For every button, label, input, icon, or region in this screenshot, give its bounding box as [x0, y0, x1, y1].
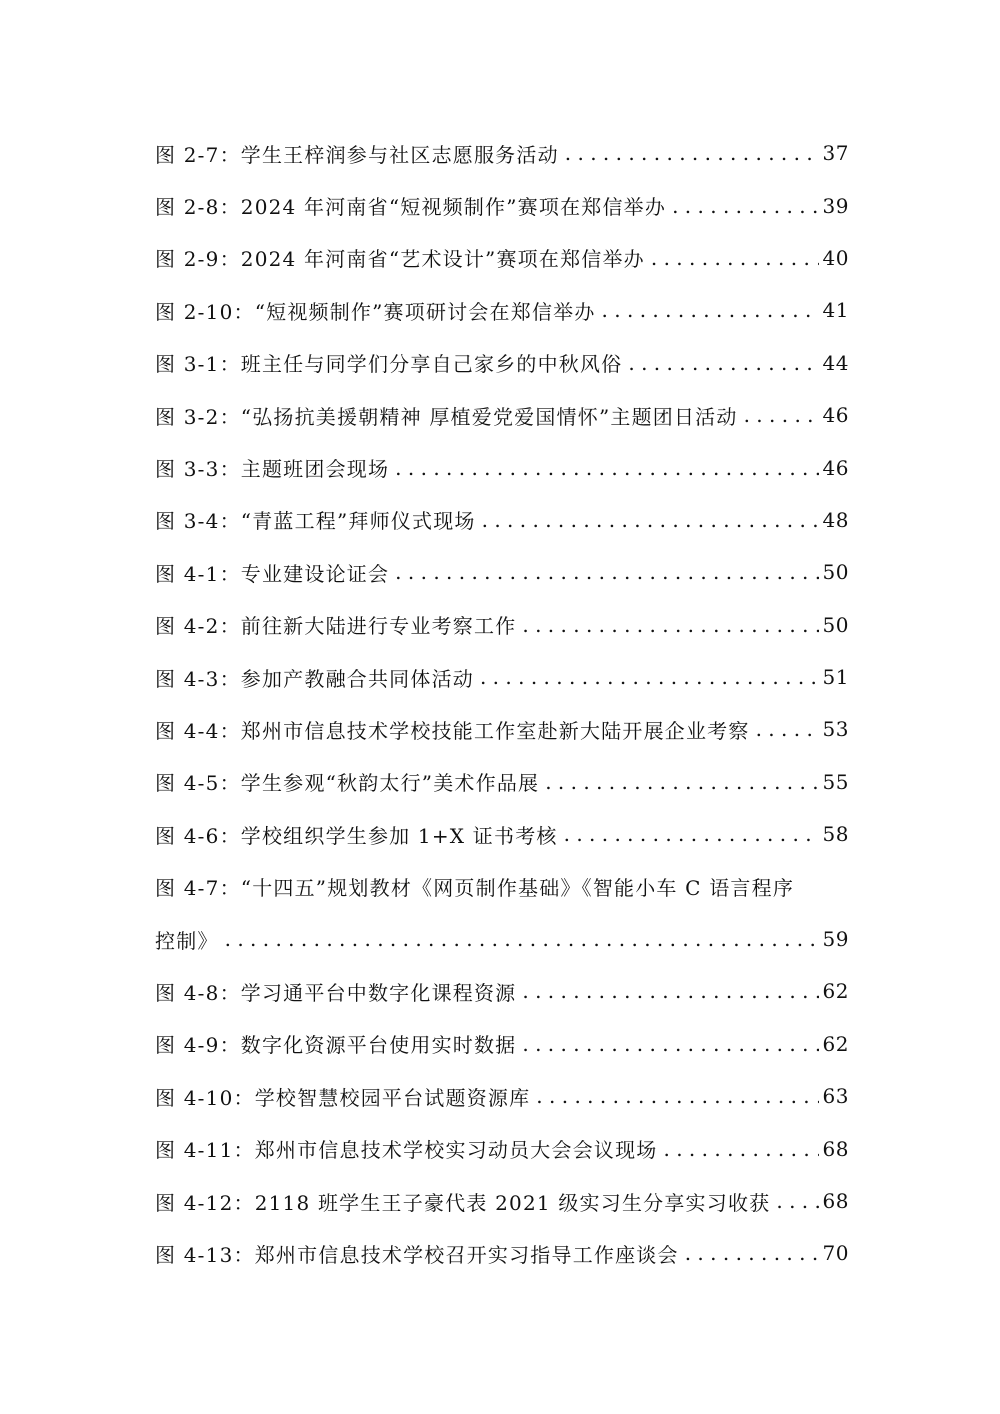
- toc-entry-wrapped-line[interactable]: [155, 860, 849, 912]
- toc-entry[interactable]: [155, 756, 849, 808]
- entry-title-line-1: 图 4-7：“十四五”规划教材《网页制作基础》《智能小车 C 语言程序: [155, 876, 795, 901]
- entry-page-number: 48: [822, 507, 849, 532]
- entry-page-number: 59: [822, 927, 849, 952]
- toc-entry[interactable]: [155, 1227, 849, 1279]
- entry-page-number: 51: [822, 665, 849, 690]
- toc-entry[interactable]: [155, 389, 849, 441]
- entry-title: 图 4-13：郑州市信息技术学校召开实习指导工作座谈会: [155, 1242, 679, 1267]
- toc-entry[interactable]: [155, 284, 849, 336]
- dot-leader: [664, 1137, 819, 1161]
- entry-title: 图 4-11：郑州市信息技术学校实习动员大会会议现场: [155, 1138, 658, 1163]
- entry-page-number: 50: [822, 560, 849, 585]
- entry-title: 图 4-1：专业建设论证会: [155, 561, 390, 586]
- toc-entry[interactable]: [155, 127, 849, 179]
- toc-entry[interactable]: [155, 546, 849, 598]
- table-of-figures: [155, 127, 849, 1280]
- dot-leader: [482, 508, 819, 532]
- dot-leader: [225, 927, 819, 951]
- dot-leader: [756, 717, 819, 741]
- entry-title: 图 4-5：学生参观“秋韵太行”美术作品展: [155, 771, 540, 796]
- entry-page-number: 39: [822, 193, 849, 218]
- toc-entry[interactable]: [155, 599, 849, 651]
- entry-title: 图 4-8：学习通平台中数字化课程资源: [155, 980, 517, 1005]
- entry-title: 图 2-9：2024 年河南省“艺术设计”赛项在郑信举办: [155, 247, 645, 272]
- entry-page-number: 46: [822, 403, 849, 428]
- toc-entry[interactable]: [155, 1122, 849, 1174]
- toc-entry[interactable]: [155, 1070, 849, 1122]
- entry-title: 图 3-1：班主任与同学们分享自己家乡的中秋风俗: [155, 352, 623, 377]
- entry-page-number: 62: [822, 979, 849, 1004]
- entry-page-number: 53: [822, 717, 849, 742]
- entry-title: 图 4-3：参加产教融合共同体活动: [155, 666, 474, 691]
- toc-entry[interactable]: [155, 965, 849, 1017]
- toc-entry[interactable]: [155, 179, 849, 231]
- dot-leader: [602, 298, 819, 322]
- dot-leader: [536, 1084, 818, 1108]
- entry-page-number: 40: [822, 245, 849, 270]
- toc-entry-continuation[interactable]: [155, 913, 849, 965]
- dot-leader: [480, 665, 819, 689]
- entry-page-number: 68: [822, 1189, 849, 1213]
- dot-leader: [651, 246, 819, 270]
- entry-page-number: 46: [822, 455, 849, 480]
- entry-title: 图 2-8：2024 年河南省“短视频制作”赛项在郑信举办: [155, 195, 667, 220]
- dot-leader: [564, 822, 819, 846]
- toc-entry[interactable]: [155, 441, 849, 493]
- entry-page-number: 63: [822, 1084, 849, 1109]
- toc-entry[interactable]: [155, 337, 849, 389]
- dot-leader: [395, 456, 818, 480]
- entry-title: 图 2-10：“短视频制作”赛项研讨会在郑信举办: [155, 299, 596, 324]
- entry-title: 图 4-4：郑州市信息技术学校技能工作室赴新大陆开展企业考察: [155, 718, 750, 743]
- toc-entry[interactable]: [155, 494, 849, 546]
- dot-leader: [545, 770, 818, 794]
- toc-entry[interactable]: [155, 1175, 849, 1227]
- entry-title: 图 3-4：“青蓝工程”拜师仪式现场: [155, 509, 476, 534]
- entry-page-number: 37: [822, 141, 849, 166]
- entry-page-number: 50: [822, 612, 849, 637]
- entry-page-number: 55: [822, 769, 849, 794]
- toc-entry[interactable]: [155, 232, 849, 284]
- entry-page-number: 62: [822, 1031, 849, 1056]
- entry-page-number: 44: [822, 350, 849, 375]
- entry-title: 图 3-2：“弘扬抗美援朝精神 厚植爱党爱国情怀”主题团日活动: [155, 404, 738, 429]
- toc-entry[interactable]: [155, 651, 849, 703]
- entry-title: 图 4-10：学校智慧校园平台试题资源库: [155, 1085, 531, 1110]
- entry-title: 图 2-7：学生王梓润参与社区志愿服务活动: [155, 142, 559, 167]
- entry-page-number: 68: [822, 1136, 849, 1161]
- dot-leader: [395, 560, 818, 584]
- dot-leader: [628, 351, 818, 375]
- dot-leader: [565, 141, 819, 165]
- dot-leader: [522, 979, 818, 1003]
- entry-title-line-2: 控制》: [155, 928, 219, 953]
- dot-leader: [744, 403, 819, 427]
- dot-leader: [776, 1189, 818, 1213]
- dot-leader: [685, 1241, 819, 1265]
- dot-leader: [522, 613, 818, 637]
- dot-leader: [672, 194, 818, 218]
- entry-title: 图 3-3：主题班团会现场: [155, 457, 390, 482]
- entry-title: 图 4-9：数字化资源平台使用实时数据: [155, 1033, 517, 1058]
- toc-entry[interactable]: [155, 1018, 849, 1070]
- toc-entry[interactable]: [155, 703, 849, 755]
- entry-title: 图 4-2：前往新大陆进行专业考察工作: [155, 614, 517, 639]
- toc-entry[interactable]: [155, 808, 849, 860]
- entry-page-number: 70: [822, 1241, 849, 1266]
- entry-title: 图 4-12：2118 班学生王子豪代表 2021 级实习生分享实习收获: [155, 1190, 771, 1215]
- entry-page-number: 58: [822, 822, 849, 847]
- entry-title: 图 4-6：学校组织学生参加 1+X 证书考核: [155, 823, 558, 848]
- entry-page-number: 41: [822, 298, 849, 323]
- dot-leader: [522, 1032, 818, 1056]
